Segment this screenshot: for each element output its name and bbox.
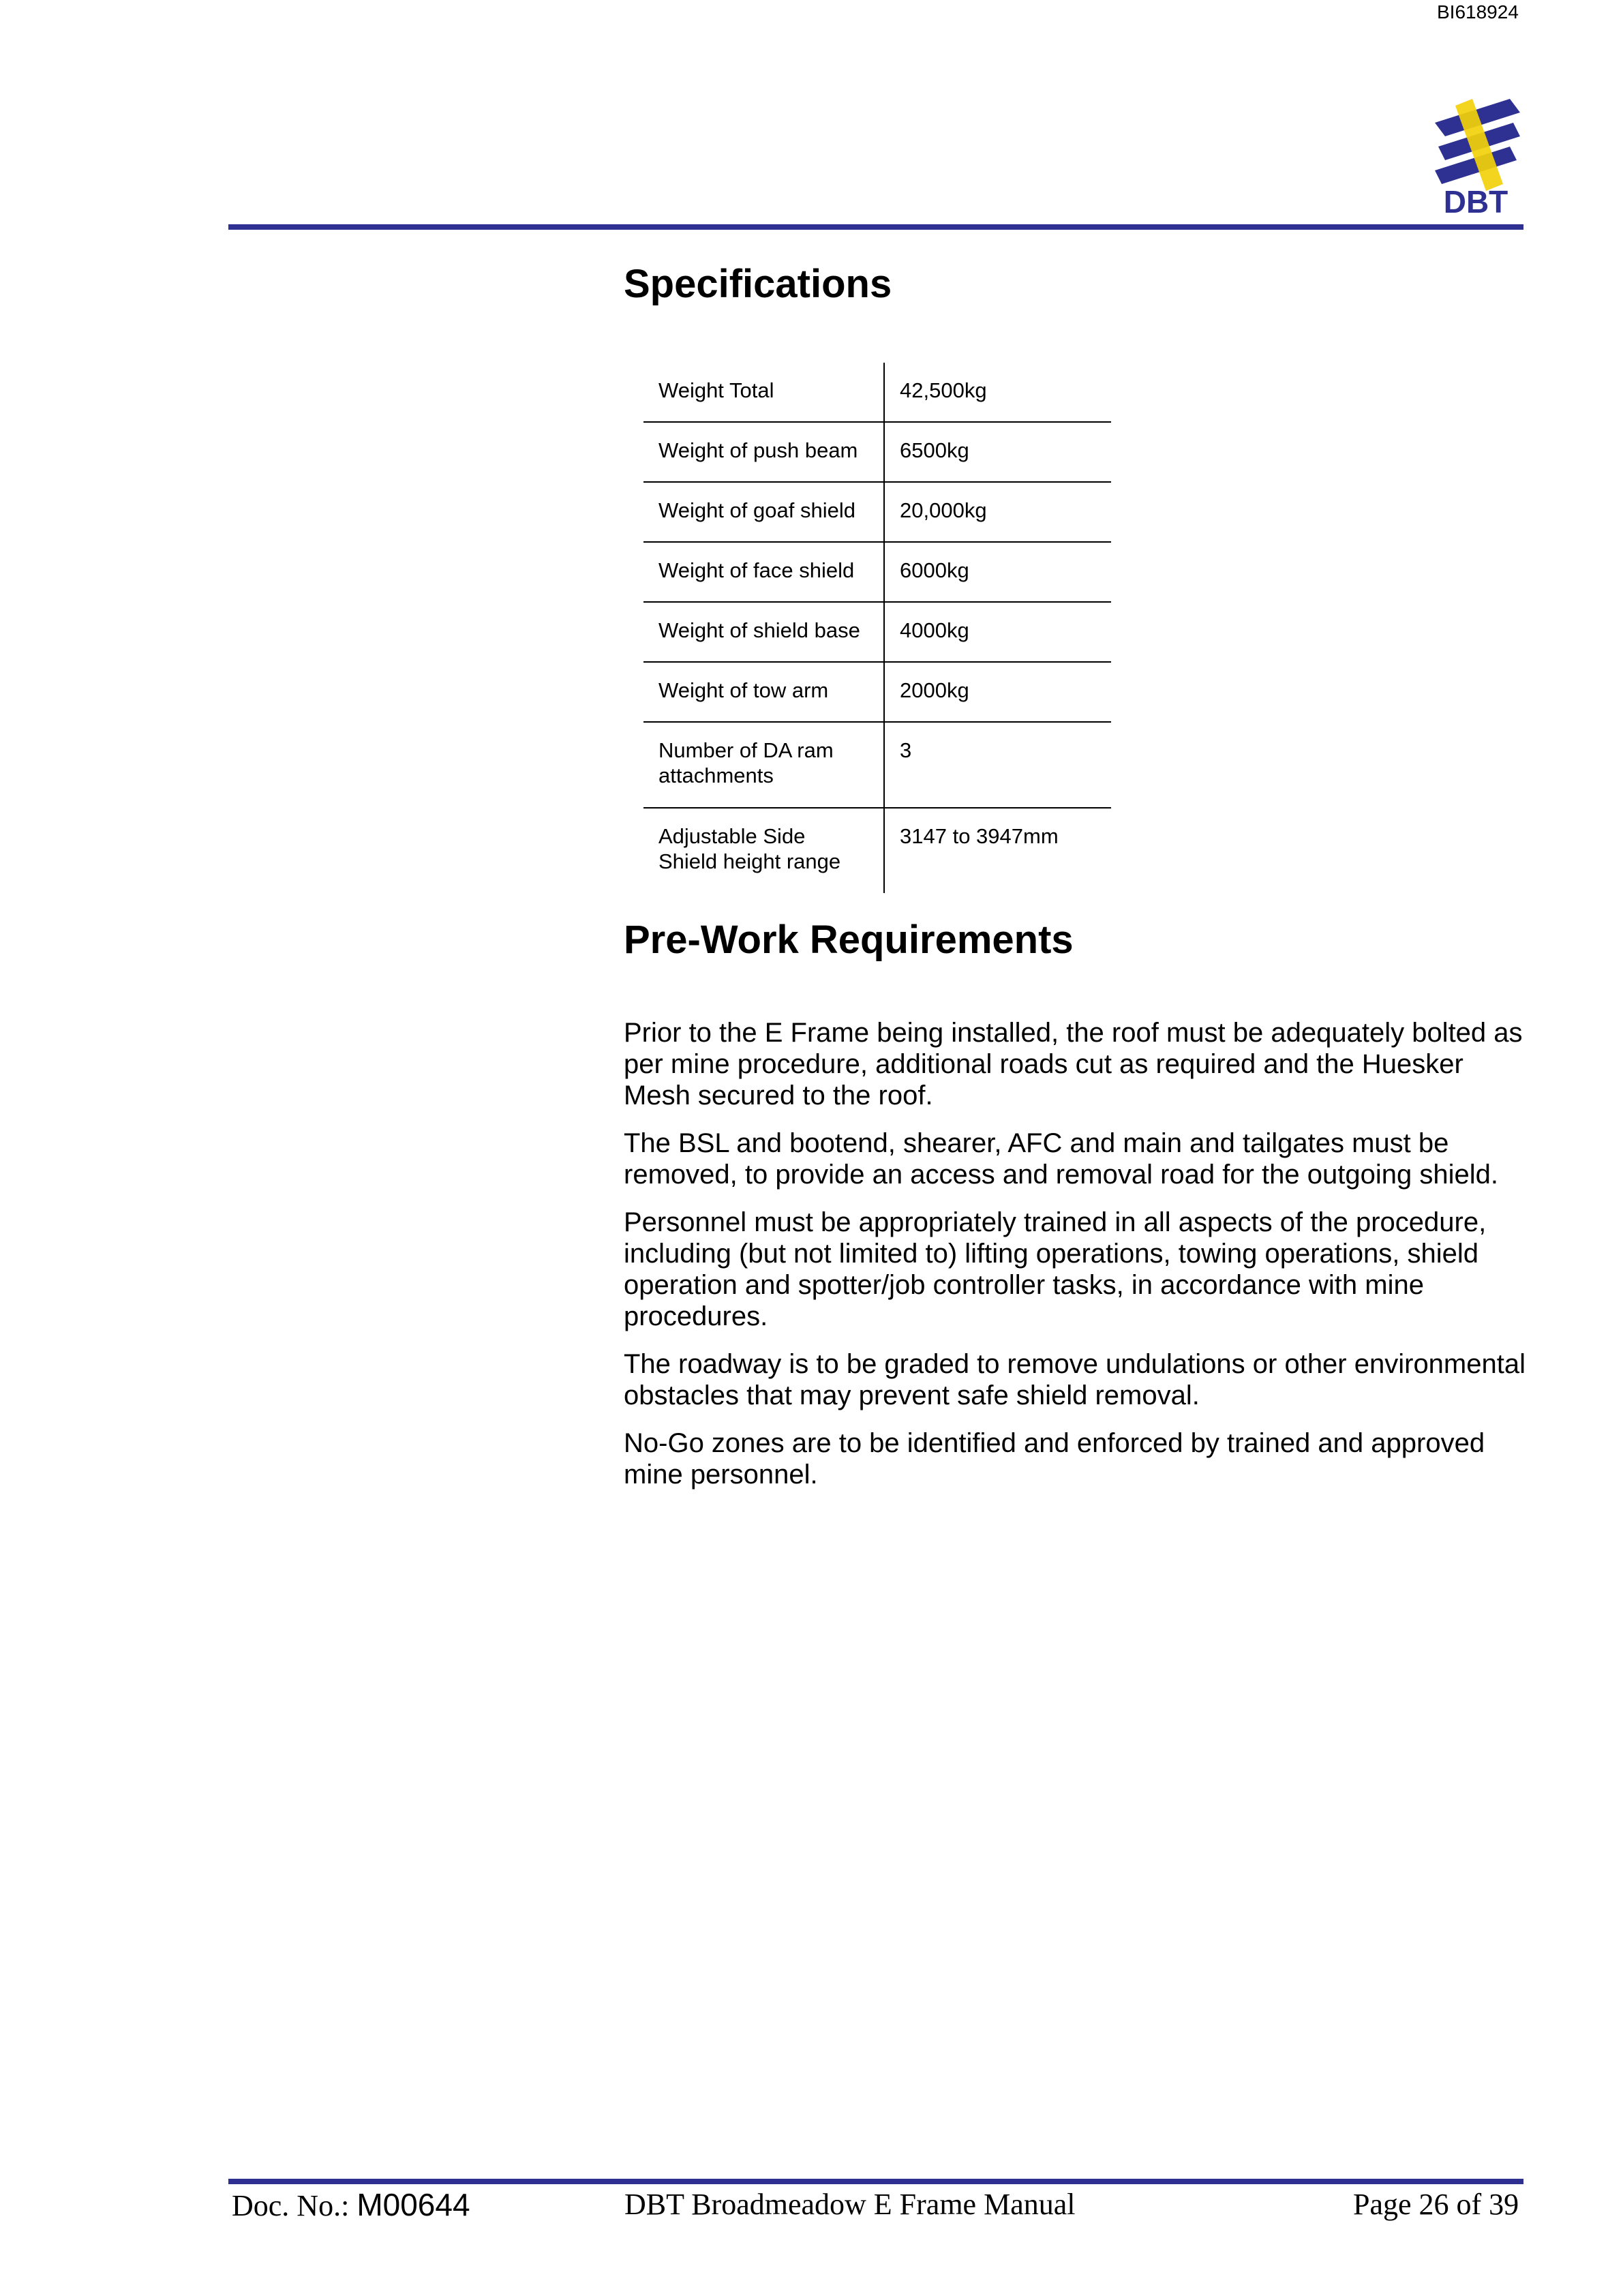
- table-row: [643, 602, 1111, 662]
- spec-value: 6500kg: [884, 422, 1111, 482]
- table-row: [643, 808, 1111, 893]
- paragraph: The BSL and bootend, shearer, AFC and main and tailgates must be removed, to provide an access and removal road for the outgoing shield.: [624, 1128, 1498, 1190]
- spec-value: 2000kg: [884, 662, 1111, 722]
- spec-label: Number of DA ram attachments: [643, 722, 884, 808]
- footer-page-number: Page 26 of 39: [1353, 2188, 1519, 2221]
- spec-value: 3: [884, 722, 1111, 808]
- header-rule: [228, 224, 1523, 230]
- dbt-logo: [1425, 95, 1527, 215]
- paragraph: Prior to the E Frame being installed, the roof must be adequately bolted as per mine procedure, additional roads cut as required and the Huesker Mesh secured to the roof.: [624, 1018, 1523, 1111]
- table-row: [643, 662, 1111, 722]
- footer-doc-number: [232, 2184, 470, 2225]
- spec-label: Weight of face shield: [643, 542, 884, 602]
- specifications-table: [643, 363, 1111, 893]
- spec-value: 6000kg: [884, 542, 1111, 602]
- table-row: [643, 722, 1111, 808]
- paragraph: The roadway is to be graded to remove undulations or other environmental obstacles that may prevent safe shield removal.: [624, 1349, 1526, 1410]
- spec-label: Weight of shield base: [643, 602, 884, 662]
- spec-value: 3147 to 3947mm: [884, 808, 1111, 893]
- spec-value: 42,500kg: [900, 378, 987, 402]
- document-id: BI618924: [1437, 1, 1519, 22]
- table-row: [643, 542, 1111, 602]
- spec-label: Weight of tow arm: [643, 662, 884, 722]
- spec-value: 4000kg: [884, 602, 1111, 662]
- prework-body: [624, 1017, 1530, 1507]
- footer-rule: [228, 2179, 1523, 2184]
- paragraph: Personnel must be appropriately trained in all aspects of the procedure, including (but not limited to) lifting operations, towing operations, shield operation and spotter/job controller tasks, in accordance with mine procedures.: [624, 1207, 1487, 1331]
- spec-label: Weight of goaf shield: [643, 482, 884, 542]
- footer-manual-title: DBT Broadmeadow E Frame Manual: [624, 2188, 1076, 2221]
- table-row: [643, 363, 1111, 422]
- footer-doc-label: Doc. No.:: [232, 2189, 357, 2222]
- spec-label: Weight Total: [643, 363, 884, 422]
- spec-label: Adjustable Side Shield height range: [643, 808, 884, 893]
- paragraph: No-Go zones are to be identified and enforced by trained and approved mine personnel.: [624, 1428, 1485, 1490]
- prework-heading: Pre-Work Requirements: [624, 918, 1074, 962]
- spec-value: 20,000kg: [884, 482, 1111, 542]
- table-row: [643, 482, 1111, 542]
- table-row: [643, 422, 1111, 482]
- specifications-heading: Specifications: [624, 262, 892, 306]
- svg-text:DBT: DBT: [1443, 184, 1508, 215]
- spec-label: Weight of push beam: [643, 422, 884, 482]
- footer-doc-value: M00644: [357, 2187, 470, 2222]
